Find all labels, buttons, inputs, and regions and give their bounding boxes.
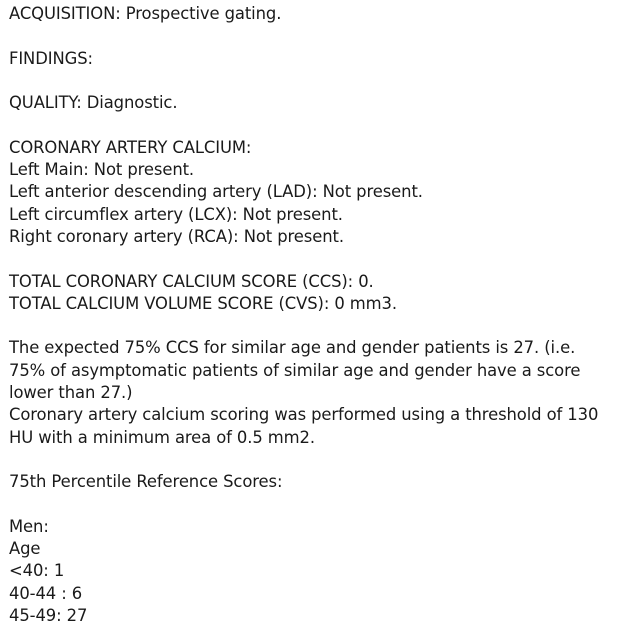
expected-ccs-line-2: 75% of asymptomatic patients of similar age and gender have a score [9,360,581,380]
men-label: Men: [9,516,49,536]
findings-heading: FINDINGS: [9,48,93,68]
cac-heading: CORONARY ARTERY CALCIUM: [9,137,252,157]
age-row: <40: 1 [9,561,65,581]
spacer [9,25,637,47]
age-label: Age [9,539,41,559]
age-row: 45-49: 27 [9,606,88,626]
total-cvs-line: TOTAL CALCIUM VOLUME SCORE (CVS): 0 mm3. [9,293,397,313]
lad-line: Left anterior descending artery (LAD): Not present. [9,182,423,202]
spacer [9,70,637,92]
reference-heading: 75th Percentile Reference Scores: [9,472,283,492]
acquisition-line: ACQUISITION: Prospective gating. [9,4,282,23]
rca-line: Right coronary artery (RCA): Not present. [9,226,344,246]
total-ccs-line: TOTAL CORONARY CALCIUM SCORE (CCS): 0. [9,271,374,291]
threshold-line-1: Coronary artery calcium scoring was performed using a threshold of 130 [9,405,599,425]
radiology-report [9,3,637,627]
spacer [9,315,637,337]
spacer [9,114,637,136]
quality-line: QUALITY: Diagnostic. [9,93,178,113]
spacer [9,449,637,471]
spacer [9,248,637,270]
lcx-line: Left circumflex artery (LCX): Not present. [9,204,343,224]
expected-ccs-line-3: lower than 27.) [9,383,133,403]
expected-ccs-line-1: The expected 75% CCS for similar age and gender patients is 27. (i.e. [9,338,576,358]
left-main-line: Left Main: Not present. [9,160,195,180]
age-row: 40-44 : 6 [9,583,83,603]
threshold-line-2: HU with a minimum area of 0.5 mm2. [9,427,315,447]
spacer [9,494,637,516]
